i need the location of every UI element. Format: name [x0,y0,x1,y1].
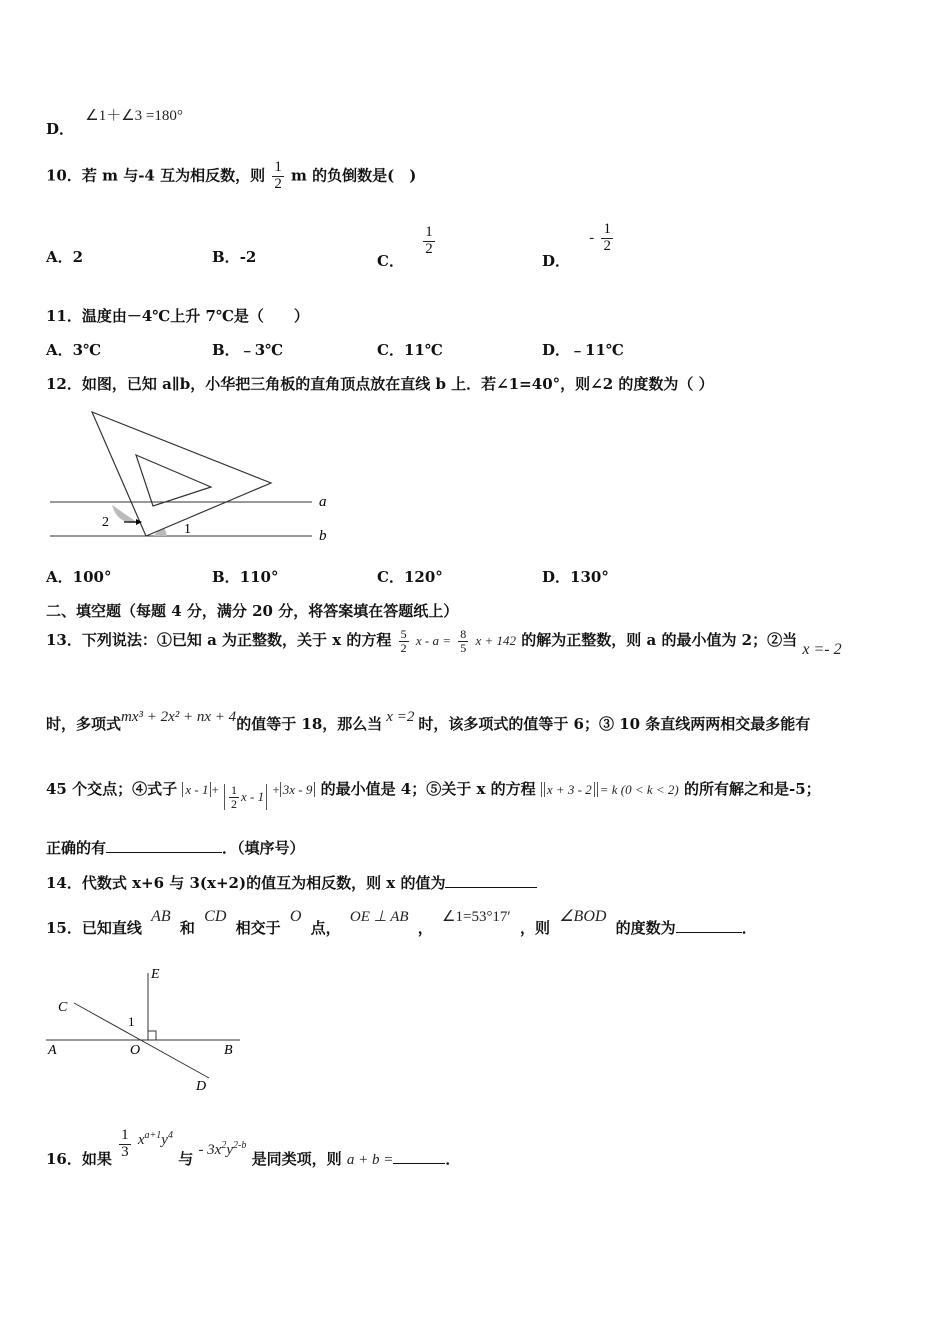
q12-option-b: B．110° [212,568,279,586]
q15-figure [44,963,244,1093]
q10-option-b: B．-2 [212,248,257,266]
label-o: O [130,1043,141,1058]
q13-line-1: 13．下列说法：①已知 a 为正整数，关于 x 的方程 $\frac{5}{2}$ x - a = $\frac{8}{5}$ x + 142 的解为正整数，则 a 的最小值为 2；②当 x =- 2 [46,627,842,659]
q13-answer-blank[interactable] [106,838,222,853]
q10-text-post: m 的负倒数是( ) [291,166,417,185]
q13-line-3: 45 个交点；④式子 x - 1 + $\frac{1}{2}$ x - 1 + 3x - 9 的最小值是 4；⑤关于 x 的方程 x + 3 - 2 = k (0 < k < 2) 的所有解之和是-5； [46,780,821,811]
q12-option-c: C．120° [377,568,443,586]
q16-answer-blank[interactable] [393,1149,445,1164]
q10-option-c: C． $\frac{1}{2}$ [377,224,433,271]
label-2: 2 [102,515,109,530]
label-c: C [58,1000,68,1015]
q9-option-d-label: D． [46,120,75,138]
label-b: b [319,528,327,544]
q12-option-d: D．130° [542,568,609,586]
q12-figure [46,405,346,550]
q10-text-pre: 若 m 与-4 互为相反数，则 [81,166,266,185]
q16-stem: 16．如果 $\frac{1}{3}$ $x^{a+1}y^4$ 与 - $3x^2y^{2-b}$ 是同类项，则 a + b = ． [46,1127,461,1168]
label-a: a [319,494,327,510]
label-1: 1 [184,522,191,537]
q12-stem: 12．如图，已知 a∥b，小华把三角板的直角顶点放在直线 b 上．若∠1=40°，则∠2 的度数为（ ） [46,375,714,393]
right-angle-mark [148,1031,156,1040]
q9-option-d [46,104,183,138]
q14-answer-blank[interactable] [445,873,537,888]
q10-stem [46,160,416,193]
q15-stem: 15．已知直线 AB 和 CD 相交于 O 点， OE ⊥ AB ， ∠1=53°17′ ，则 ∠BOD 的度数为 ． [46,908,757,937]
section-2-title: 二、填空题（每题 4 分，满分 20 分，将答案填在答题纸上） [46,602,459,620]
label-1: 1 [128,1014,135,1029]
q13-line-2: 时，多项式mx³ + 2x² + nx + 4的值等于 18，那么当 x =2 时，该多项式的值等于 6；③ 10 条直线两两相交最多能有 [46,709,811,733]
q11-option-c: C．11℃ [377,341,443,359]
q11-stem: 11．温度由－4℃上升 7℃是（ ） [46,307,309,325]
q13-line-4: 正确的有 ．（填序号） [46,839,305,857]
q10-option-a: A．2 [46,248,84,266]
q10-number: 10． [46,166,82,185]
triangle-inner [136,455,211,506]
q14-stem: 14．代数式 x+6 与 3(x+2)的值互为相反数，则 x 的值为 [46,872,537,893]
label-e: E [151,967,160,982]
q11-option-b: B．﹣3℃ [212,341,284,359]
q11-option-a: A．3℃ [46,341,102,359]
label-a: A [48,1043,57,1058]
q15-answer-blank[interactable] [676,918,742,933]
q11-option-d: D．﹣11℃ [542,341,624,359]
q9-option-d-expr: ∠1＋∠3 =180° [85,108,183,124]
q12-option-a: A．100° [46,568,112,586]
label-b: B [224,1043,233,1058]
q10-fraction: $\frac{1}{2}$ [274,159,282,192]
label-d: D [196,1079,207,1093]
q10-option-d: D． - $\frac{1}{2}$ [542,221,611,271]
